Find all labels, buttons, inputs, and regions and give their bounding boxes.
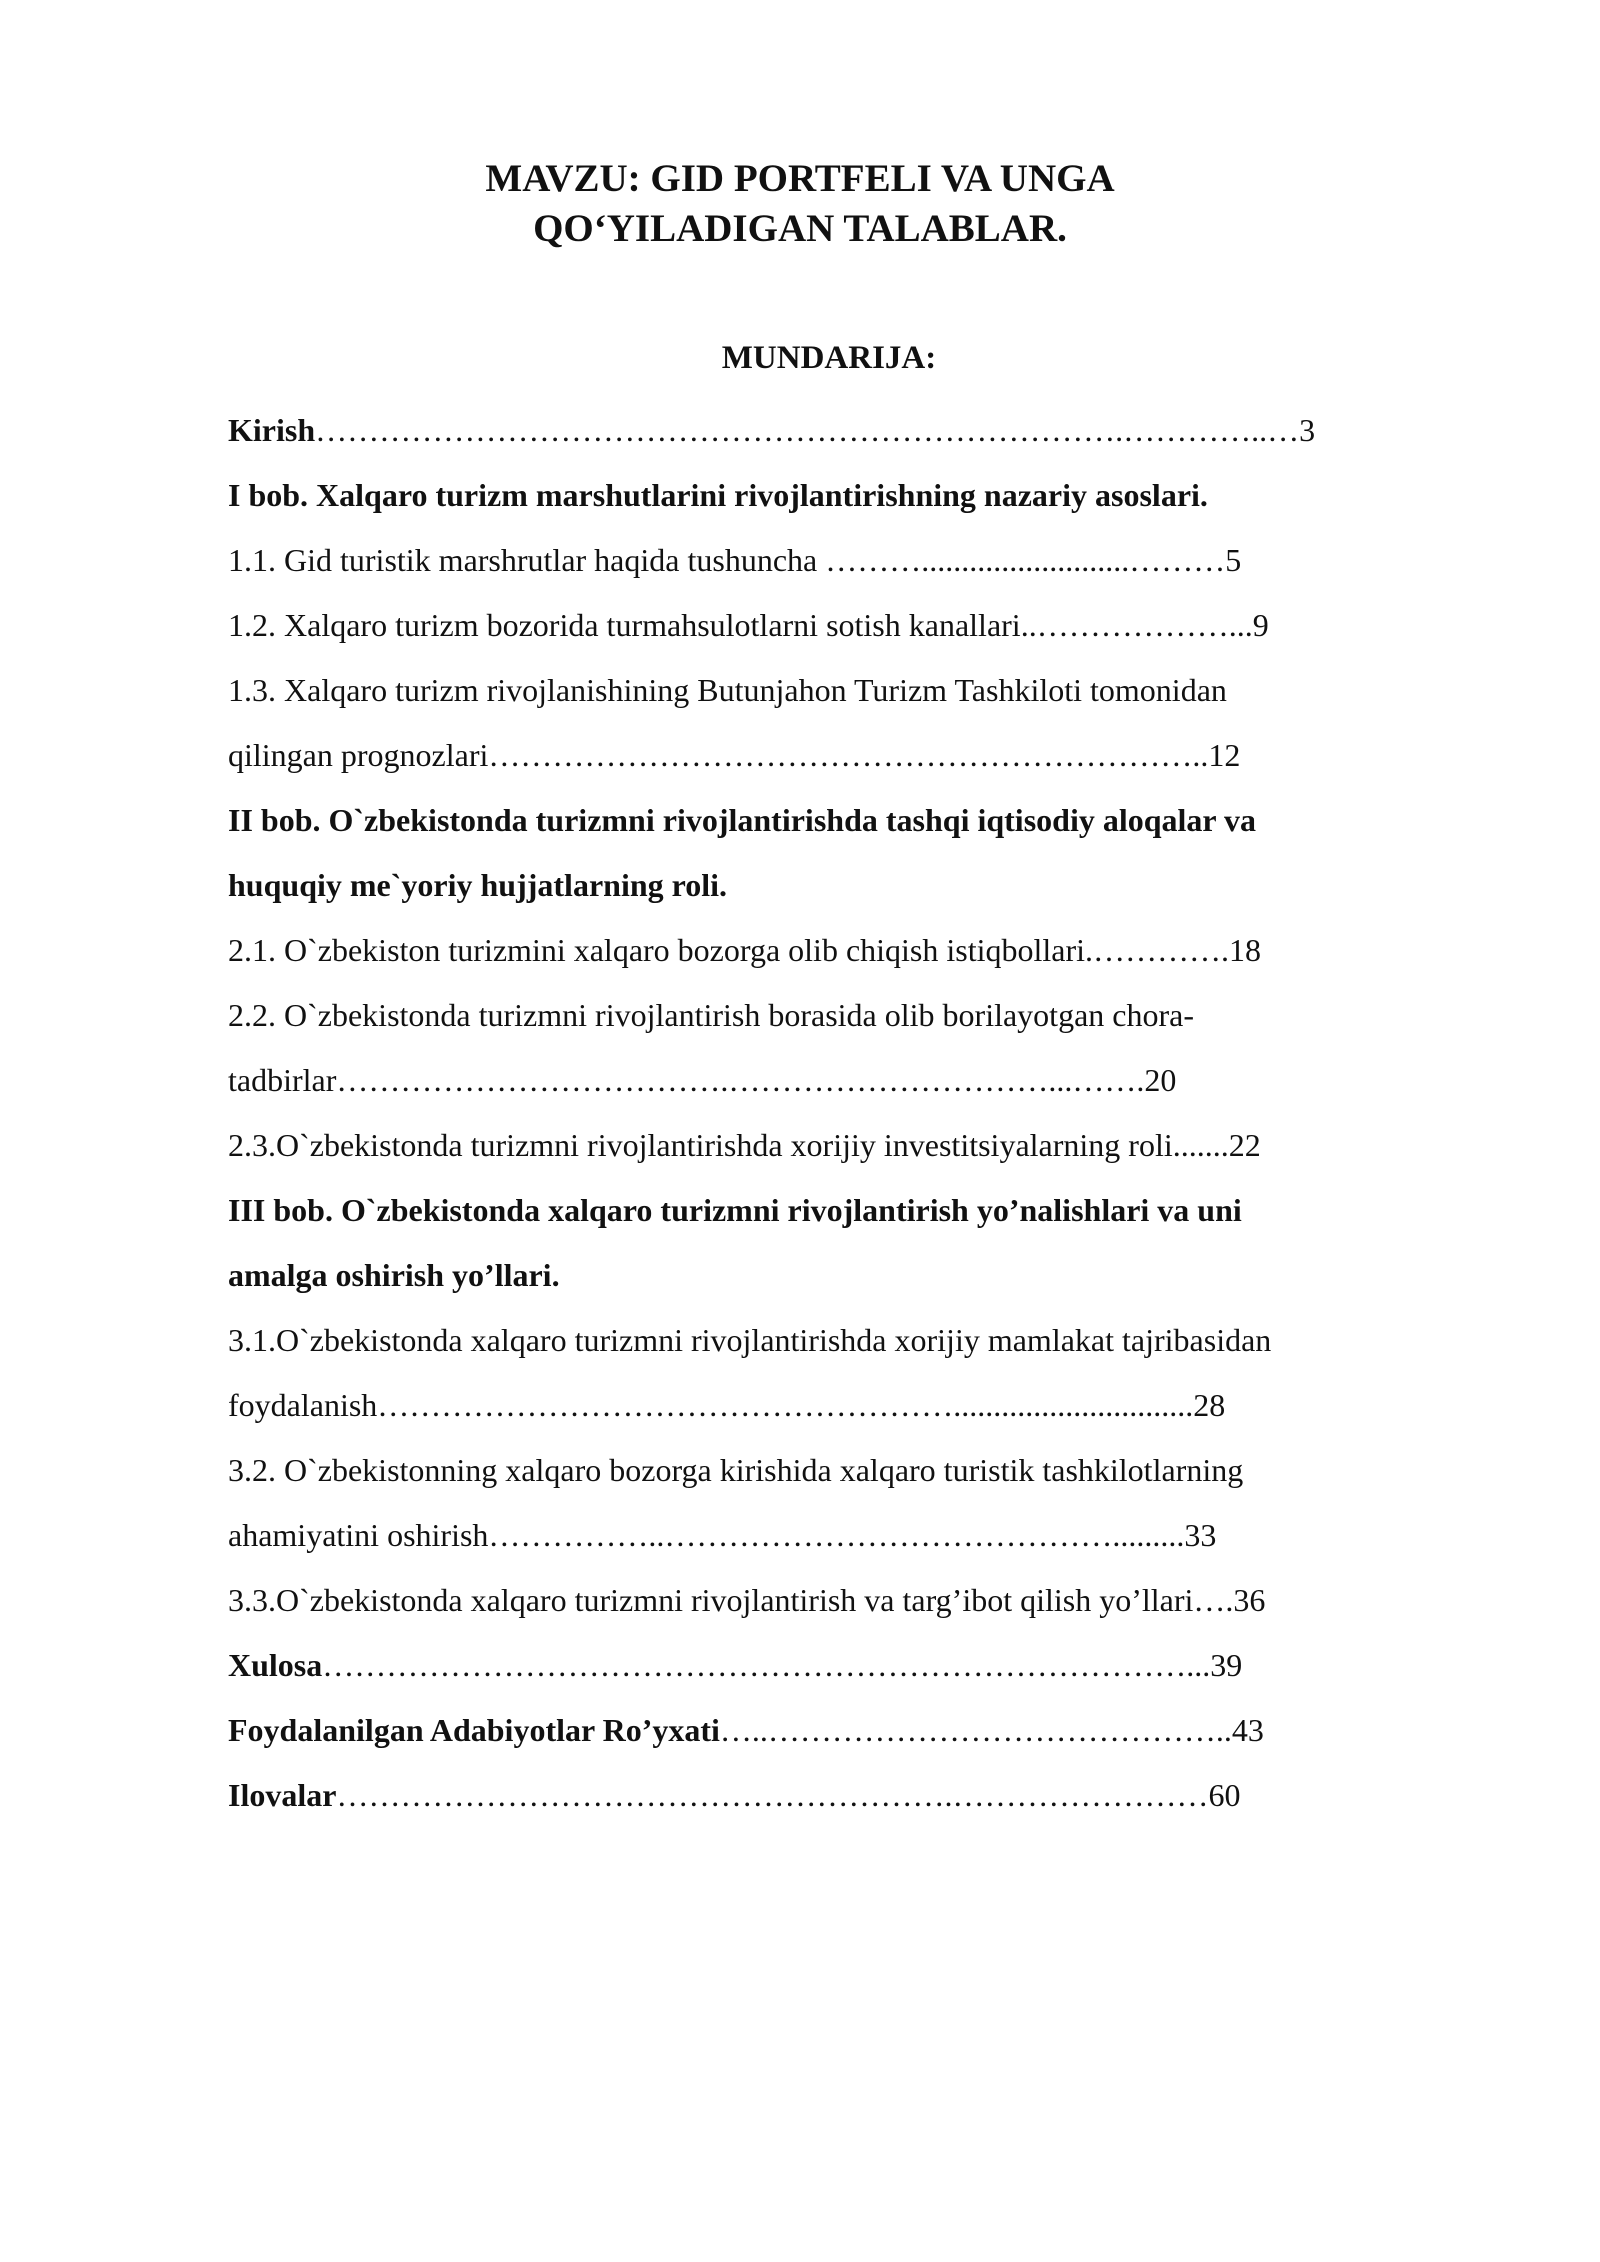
toc-entry-3-1: 3.1.O`zbekistonda xalqaro turizmni rivojlantirishda xorijiy mamlakat tajribasidan — [228, 1322, 1272, 1358]
toc-chapter-3-cont: amalga oshirish yo’llari. — [228, 1257, 560, 1293]
toc-entry-label: Xulosa — [228, 1647, 323, 1683]
toc-entry-1-2: 1.2. Xalqaro turizm bozorida turmahsulotlarni sotish kanallari..………………...9 — [228, 607, 1269, 643]
toc-entry-ilovalar — [228, 1763, 1468, 1828]
toc-entry-3-3: 3.3.O`zbekistonda xalqaro turizmni rivojlantirish va targ’ibot qilish yo’llari….36 — [228, 1582, 1266, 1618]
toc-entry-label: Kirish — [228, 412, 316, 448]
toc-entry-label: Foydalanilgan Adabiyotlar Ro’yxati — [228, 1712, 720, 1748]
toc-entry-2-2-cont: tadbirlar……………………………….…………………………...…….20 — [228, 1062, 1177, 1098]
toc-entry-3-2: 3.2. O`zbekistonning xalqaro bozorga kirishida xalqaro turistik tashkilotlarning — [228, 1452, 1244, 1488]
toc-entry-leader-page: ………………………………………………….……………………60 — [336, 1777, 1241, 1813]
toc-entry-leader-page: ………………………………………………………………….…………..…3 — [315, 412, 1316, 448]
toc-chapter-3: III bob. O`zbekistonda xalqaro turizmni rivojlantirish yo’nalishlari va uni — [228, 1192, 1242, 1228]
toc-entry-1-3: 1.3. Xalqaro turizm rivojlanishining Butunjahon Turizm Tashkiloti tomonidan — [228, 672, 1227, 708]
document-title — [0, 154, 1600, 254]
title-line-2: QO‘YILADIGAN TALABLAR. — [533, 207, 1067, 250]
toc-entry-1-1: 1.1. Gid turistik marshrutlar haqida tushuncha ………..........................………5 — [228, 542, 1242, 578]
toc-entry-1-3-cont: qilingan prognozlari…………………………………………………………..12 — [228, 737, 1241, 773]
toc-entry-3-2-cont: ahamiyatini oshirish……………..…………………………………….........33 — [228, 1517, 1217, 1553]
toc-entry-2-2: 2.2. O`zbekistonda turizmni rivojlantirish borasida olib borilayotgan chora- — [228, 997, 1194, 1033]
toc-entry-2-1: 2.1. O`zbekiston turizmini xalqaro bozorga olib chiqish istiqbollari.………….18 — [228, 932, 1262, 968]
toc-chapter-1: I bob. Xalqaro turizm marshutlarini rivojlantirishning nazariy asoslari. — [228, 477, 1208, 513]
toc-entry-label: Ilovalar — [228, 1777, 337, 1813]
toc-entry-adabiyotlar — [228, 1698, 1468, 1763]
table-of-contents — [228, 398, 1468, 1828]
toc-entry-2-3: 2.3.O`zbekistonda turizmni rivojlantirishda xorijiy investitsiyalarning roli.......22 — [228, 1127, 1261, 1163]
toc-entry-xulosa — [228, 1633, 1468, 1698]
title-line-1: MAVZU: GID PORTFELI VA UNGA — [485, 157, 1115, 200]
toc-chapter-2-cont: huquqiy me`yoriy hujjatlarning roli. — [228, 867, 728, 903]
toc-entry-leader-page: ………………………………………………………………………...39 — [322, 1647, 1243, 1683]
toc-heading: MUNDARIJA: — [721, 340, 937, 376]
toc-entry-kirish — [228, 398, 1468, 463]
toc-entry-leader-page: …..……………………………………..43 — [719, 1712, 1264, 1748]
toc-entry-3-1-cont: foydalanish………………………………………………..............................28 — [228, 1387, 1226, 1423]
toc-chapter-2: II bob. O`zbekistonda turizmni rivojlantirishda tashqi iqtisodiy aloqalar va — [228, 802, 1257, 838]
